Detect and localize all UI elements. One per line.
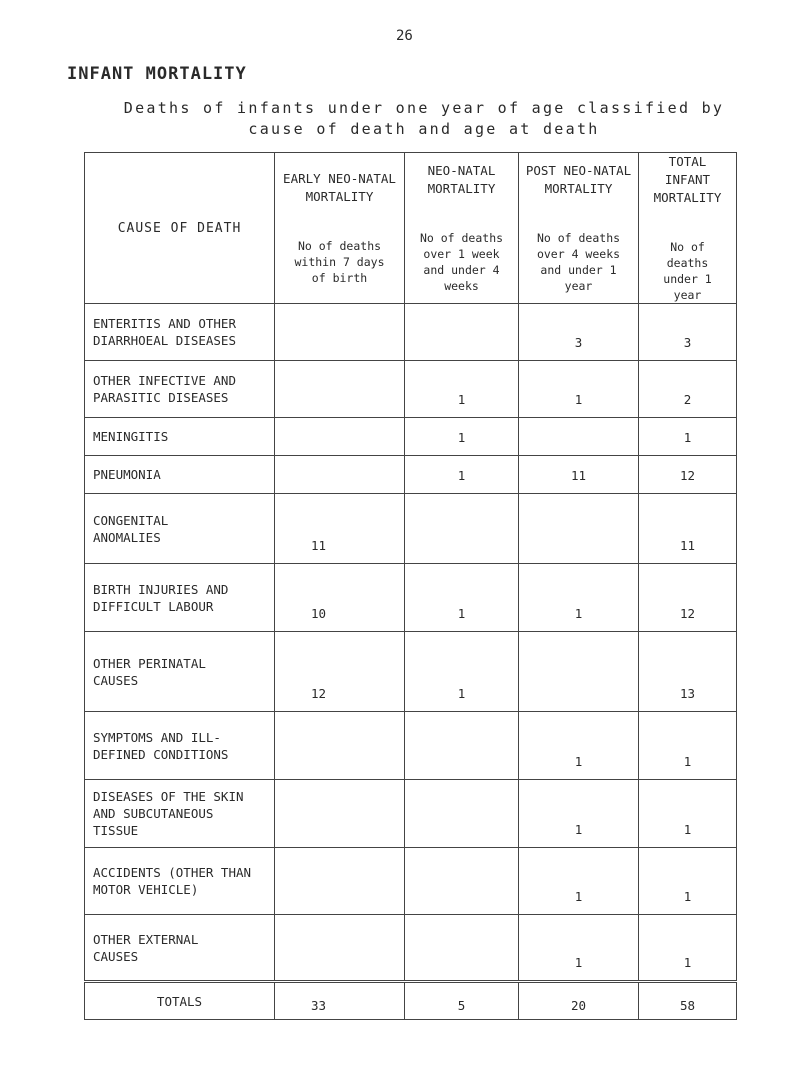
total-cell: 1 xyxy=(639,915,737,982)
total-cell: 3 xyxy=(639,304,737,361)
table-row xyxy=(85,915,737,982)
neonatal-cell xyxy=(405,780,519,848)
early-neonatal-cell xyxy=(275,361,405,418)
post-neonatal-cell: 1 xyxy=(519,780,639,848)
neonatal-cell xyxy=(405,712,519,780)
column-header-description: No of deaths over 4 weeks and under 1 year xyxy=(536,231,621,293)
neonatal-cell: 1 xyxy=(405,418,519,456)
cause-cell: OTHER PERINATAL CAUSES xyxy=(85,632,275,712)
subtitle-line: cause of death and age at death xyxy=(248,120,600,138)
total-cell: 13 xyxy=(639,632,737,712)
post-neonatal-cell: 3 xyxy=(519,304,639,361)
early-neonatal-cell xyxy=(275,456,405,494)
post-neonatal-cell: 1 xyxy=(519,361,639,418)
column-header-description: No of deaths over 1 week and under 4 weeks xyxy=(419,231,504,293)
column-header-description: No of deaths within 7 days of birth xyxy=(294,239,385,285)
table-row xyxy=(85,304,737,361)
table-row xyxy=(85,418,737,456)
page-title: INFANT MORTALITY xyxy=(67,64,247,84)
early-neonatal-cell: 12 xyxy=(275,632,405,712)
column-header xyxy=(519,153,639,304)
table-row xyxy=(85,632,737,712)
cause-cell: MENINGITIS xyxy=(85,418,275,456)
neonatal-cell: 1 xyxy=(405,564,519,632)
post-neonatal-cell: 1 xyxy=(519,564,639,632)
table-row xyxy=(85,780,737,848)
cause-cell: DISEASES OF THE SKIN AND SUBCUTANEOUS TISSUE xyxy=(85,780,275,848)
post-neonatal-cell: 1 xyxy=(519,848,639,915)
column-header xyxy=(639,153,737,304)
neonatal-cell xyxy=(405,915,519,982)
infant-mortality-table xyxy=(84,152,737,1020)
early-neonatal-cell xyxy=(275,848,405,915)
total-cell: 1 xyxy=(639,712,737,780)
subtitle-line: Deaths of infants under one year of age classified by xyxy=(123,99,725,117)
post-neonatal-cell xyxy=(519,418,639,456)
total-cell: 1 xyxy=(639,780,737,848)
post-neonatal-cell: 11 xyxy=(519,456,639,494)
cause-cell: ENTERITIS AND OTHER DIARRHOEAL DISEASES xyxy=(85,304,275,361)
early-neonatal-cell xyxy=(275,712,405,780)
total-cell: 2 xyxy=(639,361,737,418)
early-neonatal-cell xyxy=(275,780,405,848)
cause-cell: ACCIDENTS (OTHER THAN MOTOR VEHICLE) xyxy=(85,848,275,915)
table-row xyxy=(85,564,737,632)
column-header-description: No of deaths under 1 year xyxy=(663,240,712,302)
column-header xyxy=(405,153,519,304)
total-neonatal: 5 xyxy=(405,982,519,1020)
early-neonatal-cell xyxy=(275,915,405,982)
table-row xyxy=(85,361,737,418)
early-neonatal-cell: 11 xyxy=(275,494,405,564)
cause-column-header: CAUSE OF DEATH xyxy=(85,153,275,304)
neonatal-cell: 1 xyxy=(405,632,519,712)
cause-cell: OTHER EXTERNAL CAUSES xyxy=(85,915,275,982)
total-cell: 12 xyxy=(639,456,737,494)
column-header-title: NEO-NATAL MORTALITY xyxy=(427,163,496,196)
post-neonatal-cell xyxy=(519,494,639,564)
early-neonatal-cell xyxy=(275,304,405,361)
total-post-neonatal: 20 xyxy=(519,982,639,1020)
column-header-title: TOTAL INFANT MORTALITY xyxy=(653,154,722,205)
column-header xyxy=(275,153,405,304)
total-cell: 12 xyxy=(639,564,737,632)
table-row xyxy=(85,494,737,564)
post-neonatal-cell: 1 xyxy=(519,915,639,982)
column-header-title: EARLY NEO-NATAL MORTALITY xyxy=(283,171,396,204)
table-row xyxy=(85,712,737,780)
neonatal-cell xyxy=(405,304,519,361)
table-header-row xyxy=(85,153,737,304)
totals-row xyxy=(85,982,737,1020)
total-early-neonatal: 33 xyxy=(275,982,405,1020)
early-neonatal-cell xyxy=(275,418,405,456)
cause-cell: CONGENITAL ANOMALIES xyxy=(85,494,275,564)
column-header-title: POST NEO-NATAL MORTALITY xyxy=(525,163,632,196)
totals-label: TOTALS xyxy=(85,982,275,1020)
subtitle xyxy=(0,98,800,140)
cause-cell: PNEUMONIA xyxy=(85,456,275,494)
page-number: 26 xyxy=(396,28,413,44)
cause-cell: OTHER INFECTIVE AND PARASITIC DISEASES xyxy=(85,361,275,418)
neonatal-cell: 1 xyxy=(405,456,519,494)
table-row xyxy=(85,848,737,915)
post-neonatal-cell xyxy=(519,632,639,712)
total-cell: 1 xyxy=(639,848,737,915)
neonatal-cell xyxy=(405,494,519,564)
early-neonatal-cell: 10 xyxy=(275,564,405,632)
total-cell: 11 xyxy=(639,494,737,564)
total-infant-mortality: 58 xyxy=(639,982,737,1020)
post-neonatal-cell: 1 xyxy=(519,712,639,780)
neonatal-cell: 1 xyxy=(405,361,519,418)
total-cell: 1 xyxy=(639,418,737,456)
neonatal-cell xyxy=(405,848,519,915)
table-row xyxy=(85,456,737,494)
cause-cell: SYMPTOMS AND ILL- DEFINED CONDITIONS xyxy=(85,712,275,780)
cause-cell: BIRTH INJURIES AND DIFFICULT LABOUR xyxy=(85,564,275,632)
